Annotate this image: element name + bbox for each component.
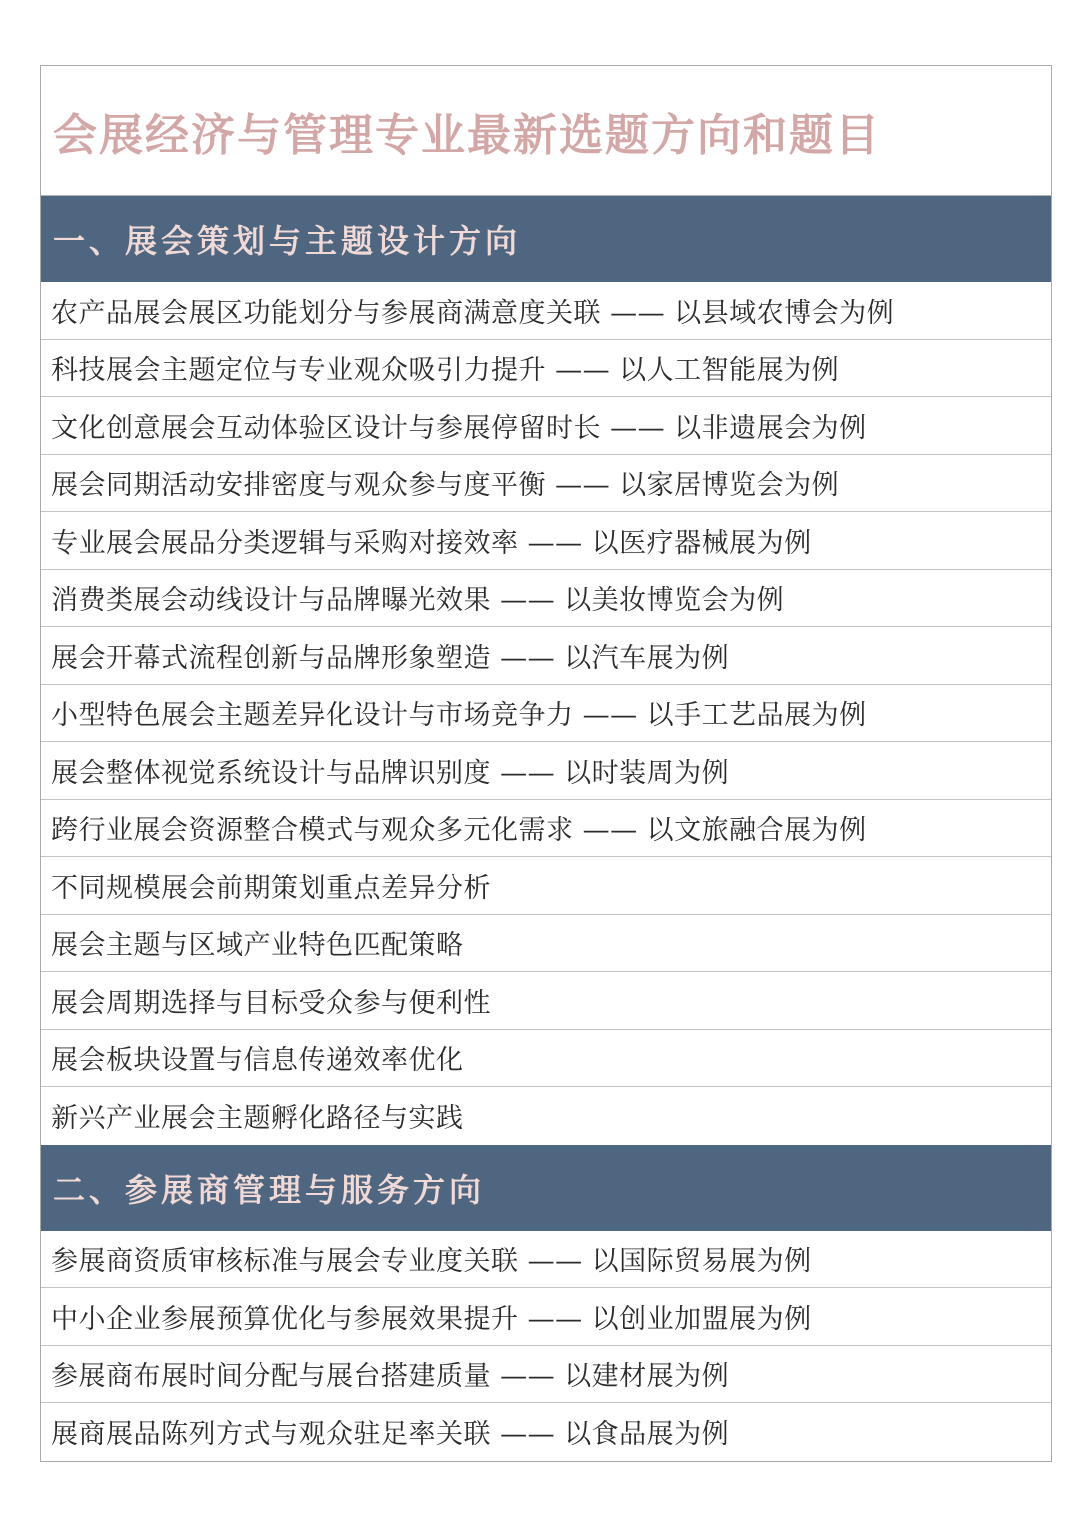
- topic-row: [41, 1231, 1051, 1289]
- topic-text: 科技展会主题定位与专业观众吸引力提升 —— 以人工智能展为例: [51, 355, 840, 387]
- topic-text: 中小企业参展预算优化与参展效果提升 —— 以创业加盟展为例: [51, 1303, 812, 1335]
- topic-text: 展会周期选择与目标受众参与便利性: [51, 987, 491, 1019]
- topic-text: 展会整体视觉系统设计与品牌识别度 —— 以时装周为例: [51, 757, 730, 789]
- title-row: [41, 66, 1051, 196]
- topic-text: 跨行业展会资源整合模式与观众多元化需求 —— 以文旅融合展为例: [51, 815, 867, 847]
- topic-text: 消费类展会动线设计与品牌曝光效果 —— 以美妆博览会为例: [51, 585, 785, 617]
- page-title: 会展经济与管理专业最新选题方向和题目: [53, 109, 881, 161]
- topic-text: 专业展会展品分类逻辑与采购对接效率 —— 以医疗器械展为例: [51, 527, 812, 559]
- topic-row: [41, 627, 1051, 685]
- topic-row: [41, 857, 1051, 915]
- topic-text: 新兴产业展会主题孵化路径与实践: [51, 1103, 464, 1135]
- topic-text: 参展商布展时间分配与展台搭建质量 —— 以建材展为例: [51, 1361, 730, 1393]
- topic-row: [41, 800, 1051, 858]
- topic-row: [41, 742, 1051, 800]
- topic-row: [41, 1346, 1051, 1404]
- topic-row: [41, 282, 1051, 340]
- section-title: 一、展会策划与主题设计方向: [53, 222, 522, 260]
- section-header-planning: [41, 196, 1051, 282]
- topic-text: 展商展品陈列方式与观众驻足率关联 —— 以食品展为例: [51, 1419, 730, 1451]
- topic-row: [41, 685, 1051, 743]
- topic-text: 展会板块设置与信息传递效率优化: [51, 1045, 464, 1077]
- topic-text: 文化创意展会互动体验区设计与参展停留时长 —— 以非遗展会为例: [51, 412, 867, 444]
- section-header-exhibitors: [41, 1145, 1051, 1231]
- topic-row: [41, 512, 1051, 570]
- topic-text: 展会同期活动安排密度与观众参与度平衡 —— 以家居博览会为例: [51, 470, 840, 502]
- topic-text: 展会开幕式流程创新与品牌形象塑造 —— 以汽车展为例: [51, 642, 730, 674]
- topic-row: [41, 915, 1051, 973]
- topic-row: [41, 570, 1051, 628]
- topic-row: [41, 1288, 1051, 1346]
- topic-text: 展会主题与区域产业特色匹配策略: [51, 930, 464, 962]
- topic-row: [41, 972, 1051, 1030]
- topic-text: 小型特色展会主题差异化设计与市场竞争力 —— 以手工艺品展为例: [51, 700, 867, 732]
- topic-row: [41, 1403, 1051, 1461]
- section-title: 二、参展商管理与服务方向: [53, 1170, 486, 1209]
- topic-text: 农产品展会展区功能划分与参展商满意度关联 —— 以县域农博会为例: [51, 297, 895, 329]
- topic-text: 不同规模展会前期策划重点差异分析: [51, 872, 491, 904]
- topic-row: [41, 1030, 1051, 1088]
- topic-row: [41, 397, 1051, 455]
- topic-row: [41, 340, 1051, 398]
- topic-text: 参展商资质审核标准与展会专业度关联 —— 以国际贸易展为例: [51, 1246, 812, 1278]
- topic-row: [41, 1087, 1051, 1145]
- topic-row: [41, 455, 1051, 513]
- topic-table: [40, 65, 1052, 1462]
